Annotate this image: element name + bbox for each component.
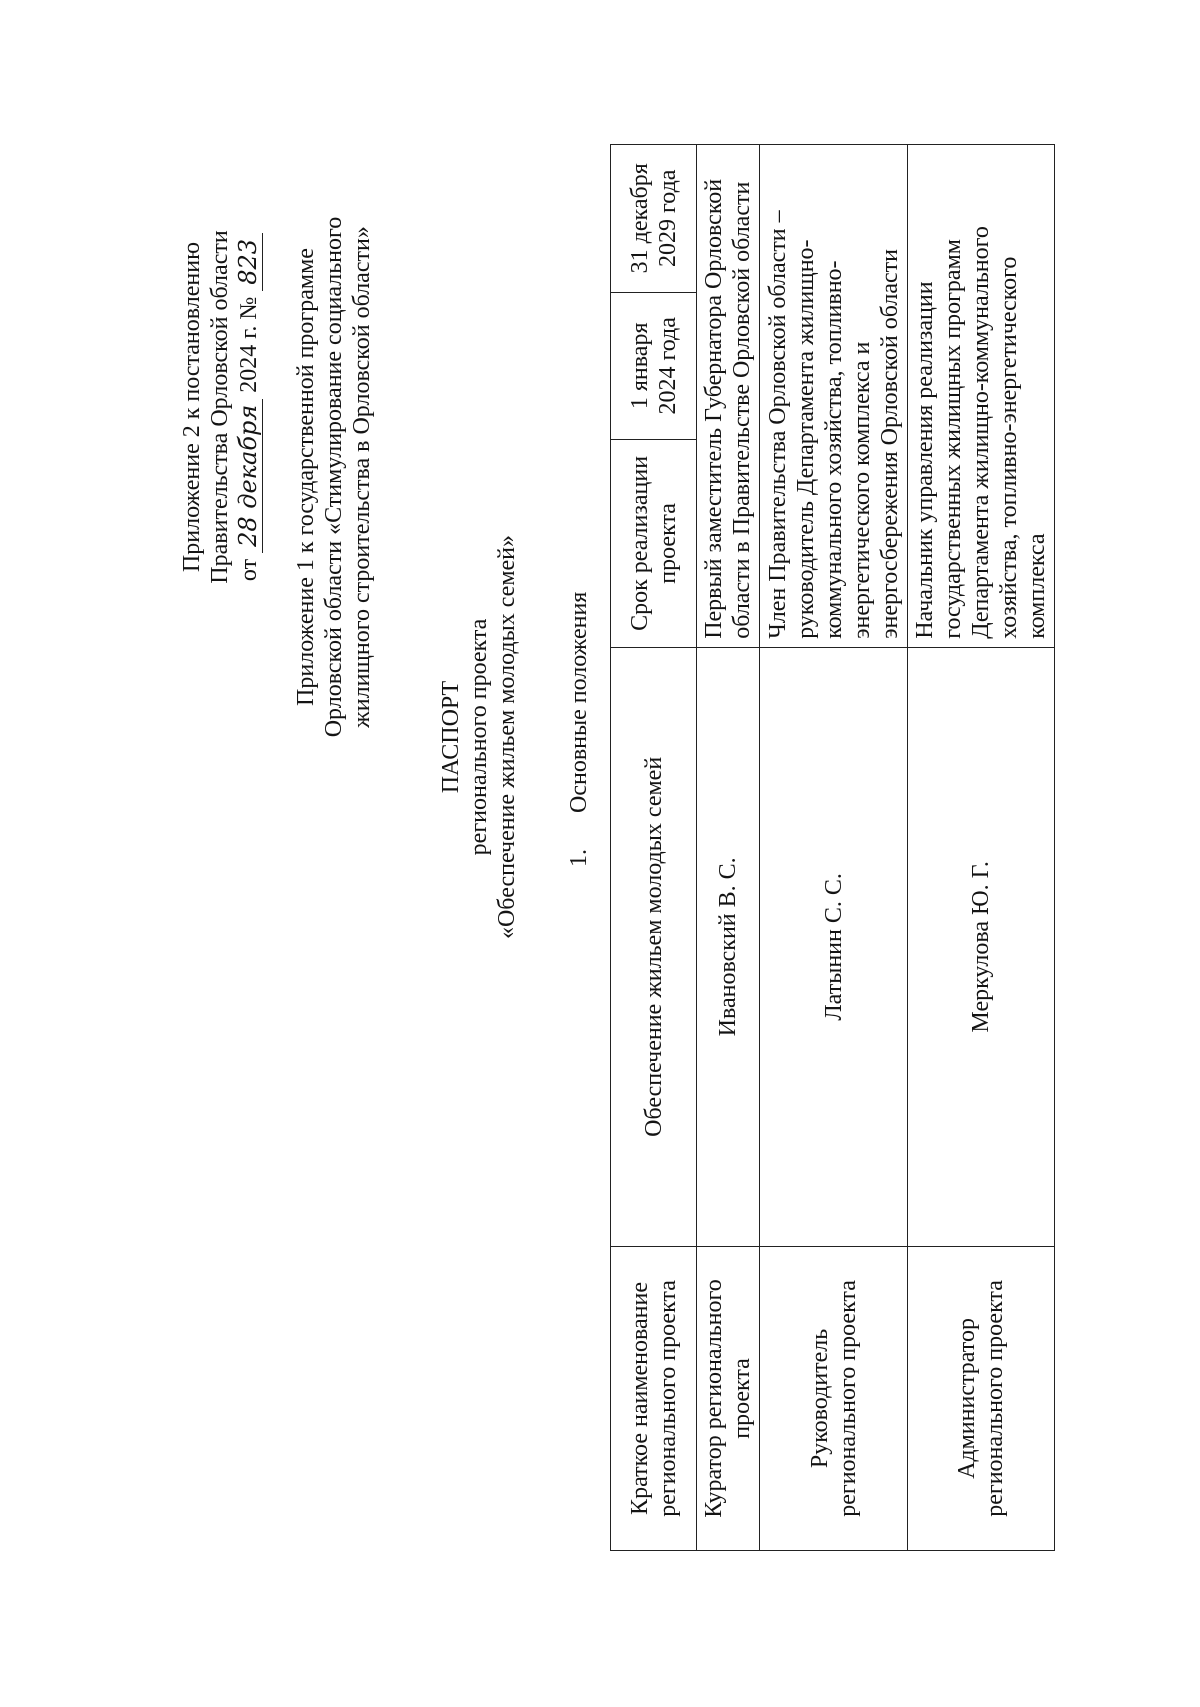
row1-value: Обеспечение жильем молодых семей <box>611 647 697 1246</box>
row3-name: Латынин С. С. <box>760 647 908 1246</box>
title-line-3: «Обеспечение жильем молодых семей» <box>494 534 520 940</box>
table-row <box>611 145 697 1551</box>
handwritten-number: 823 <box>234 233 263 291</box>
appendix-line-2: Правительства Орловской области <box>207 230 233 584</box>
row4-name: Меркулова Ю. Г. <box>908 647 1055 1246</box>
row3-label: Руководитель регионального проекта <box>760 1246 908 1550</box>
row2-name: Ивановский В. С. <box>697 647 760 1246</box>
title-line-2: регионального проекта <box>466 618 492 856</box>
passport-table <box>610 144 1055 1551</box>
program-appendix-block <box>292 67 376 887</box>
program-appendix-line-2: Орловской области «Стимулирование социального <box>321 216 347 738</box>
section-title: Основные положения <box>566 591 592 813</box>
row1-label: Краткое наименование регионального проекта <box>611 1246 697 1550</box>
row2-label: Куратор регионального проекта <box>697 1246 760 1550</box>
row1-term-label: Срок реализации проекта <box>611 440 697 648</box>
program-appendix-line-3: жилищного строительства в Орловской области» <box>349 226 375 728</box>
row1-start-date: 1 января 2024 года <box>611 292 697 440</box>
appendix-block <box>178 37 263 777</box>
date-prefix: от <box>236 558 262 582</box>
table-row <box>760 145 908 1551</box>
row4-position: Начальник управления реализации государственных жилищных программ Департамента жилищно-коммунального хозяйства, топливно-энергетического комплекса <box>908 145 1055 648</box>
row4-label: Администратор регионального проекта <box>908 1246 1055 1550</box>
title-line-1: ПАСПОРТ <box>438 680 464 794</box>
section-heading <box>565 567 593 867</box>
document-title <box>437 327 521 1147</box>
table-row <box>697 145 760 1551</box>
row1-end-date: 31 декабря 2029 года <box>611 145 697 293</box>
section-number: 1. <box>566 849 592 867</box>
handwritten-date: 28 декабря <box>234 399 263 553</box>
program-appendix-line-1: Приложение 1 к государственной программе <box>293 248 319 706</box>
appendix-line-1: Приложение 2 к постановлению <box>179 241 205 573</box>
appendix-date-line <box>234 37 263 777</box>
date-suffix: 2024 г. № <box>236 296 262 393</box>
row3-position: Член Правительства Орловской области – руководитель Департамента жилищно-коммунального хозяйства, топливно-энергетического комплекса и энергосбережения Орловской области <box>760 145 908 648</box>
table-row <box>908 145 1055 1551</box>
row2-position: Первый заместитель Губернатора Орловской области в Правительстве Орловской области <box>697 145 760 648</box>
